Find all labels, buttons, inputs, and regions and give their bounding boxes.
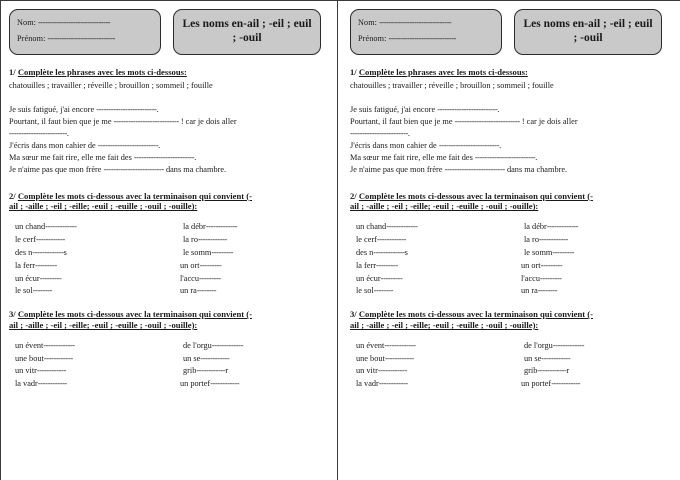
word-stem: un évent xyxy=(15,340,44,350)
word-item[interactable] xyxy=(175,285,237,298)
exercise-2 xyxy=(350,191,674,299)
nom-blank: ------------------------------- xyxy=(38,18,111,27)
word-item[interactable] xyxy=(356,234,506,247)
word-tail: s xyxy=(63,247,67,257)
exercise-1 xyxy=(9,67,334,176)
word-blank: ------------- xyxy=(211,340,244,350)
sentence-item[interactable] xyxy=(350,116,674,128)
nom-field[interactable] xyxy=(358,15,494,31)
word-blank: ------------- xyxy=(32,247,64,257)
word-tail: s xyxy=(404,247,408,257)
sentence-item[interactable] xyxy=(9,116,334,128)
word-blank: ------------- xyxy=(43,340,75,350)
word-stem: la ro xyxy=(524,234,539,244)
word-stem: un ra xyxy=(521,286,538,296)
word-blank: ------------ xyxy=(35,234,65,244)
word-item[interactable] xyxy=(516,221,578,234)
exercise-3-column-1 xyxy=(350,340,506,391)
worksheet-title: Les noms en-ail ; -eil ; euil ; -ouil xyxy=(514,9,662,55)
word-blank: -------- xyxy=(537,286,558,296)
exercise-1-number: 1/ xyxy=(350,67,357,77)
word-item[interactable] xyxy=(516,234,578,247)
word-blank: ------------- xyxy=(384,340,416,350)
word-blank: --------- xyxy=(380,273,403,283)
word-stem: le sol xyxy=(356,286,374,296)
word-blank: ------------ xyxy=(210,379,240,389)
word-blank: -------- xyxy=(32,286,53,296)
exercise-2-columns xyxy=(9,221,334,298)
exercise-1-instruction: Complète les phrases avec les mots ci-dessous: xyxy=(358,67,528,77)
sentence-text-after: ! car je dois aller xyxy=(519,116,578,126)
word-blank: ------------ xyxy=(200,353,230,363)
word-stem: la vadr xyxy=(15,379,38,389)
word-item[interactable] xyxy=(15,378,165,391)
word-item[interactable] xyxy=(15,260,165,273)
sentence-text-before: Pourtant, il faut bien que je me xyxy=(9,116,114,126)
sentence-text-before: J'écris dans mon cahier de xyxy=(9,140,98,150)
sentence-text-before: Ma sœur me fait rire, elle me fait des xyxy=(9,152,134,162)
nom-blank: ------------------------------- xyxy=(379,18,452,27)
word-item[interactable] xyxy=(516,273,578,286)
exercise-1-heading xyxy=(350,67,674,78)
nom-field[interactable] xyxy=(17,15,153,31)
identity-box[interactable] xyxy=(9,9,161,55)
word-blank: --------- xyxy=(540,273,562,283)
word-item[interactable] xyxy=(15,340,165,353)
sentence-text-after: . xyxy=(194,152,197,162)
word-item[interactable] xyxy=(175,260,237,273)
exercise-1-heading xyxy=(9,67,334,78)
sentence-item[interactable] xyxy=(350,128,674,140)
prenom-field[interactable] xyxy=(358,31,494,47)
word-item[interactable] xyxy=(356,353,506,366)
exercise-2-column-2 xyxy=(165,221,237,298)
word-blank: --------- xyxy=(199,260,222,270)
exercise-2-instruction-line2: ail ; -aille ; -eil ; -eille; -euil ; -euille ; -ouil ; -ouille): xyxy=(350,201,539,212)
word-stem: un portef xyxy=(521,379,552,389)
word-item[interactable] xyxy=(175,340,243,353)
word-stem: un vitr xyxy=(356,366,378,376)
sentence-blank: ------------------------- xyxy=(96,104,157,114)
exercise-1-instruction: Complète les phrases avec les mots ci-dessous: xyxy=(17,67,187,77)
exercise-2-number: 2/ xyxy=(350,190,357,201)
sentence-text-after: dans ma chambre. xyxy=(163,164,227,174)
word-item[interactable] xyxy=(356,273,506,286)
word-stem: un portef xyxy=(180,379,211,389)
identity-box[interactable] xyxy=(350,9,502,55)
word-blank: ------------- xyxy=(552,340,585,350)
word-stem: un chand xyxy=(356,222,387,232)
word-item[interactable] xyxy=(175,353,243,366)
word-blank: ------------ xyxy=(384,353,414,363)
prenom-blank: ----------------------------- xyxy=(47,34,115,44)
sentence-text-before: Ma sœur me fait rire, elle me fait des xyxy=(350,152,475,162)
exercise-1-wordbank: chatouilles ; travailler ; réveille ; brouillon ; sommeil ; fouille xyxy=(350,80,554,90)
sentence-text-before: Je n'aime pas que mon frère xyxy=(9,164,104,174)
spacer xyxy=(9,178,334,191)
sentence-text-after: . xyxy=(66,128,69,138)
word-item[interactable] xyxy=(516,365,584,378)
exercise-3-number: 3/ xyxy=(350,309,357,320)
word-blank: ------------ xyxy=(197,234,227,244)
header-row xyxy=(350,9,674,55)
word-stem: des n xyxy=(15,247,33,257)
exercise-2-column-2 xyxy=(506,221,578,298)
word-item[interactable] xyxy=(175,273,237,286)
prenom-label: Prénom: xyxy=(17,34,46,44)
sentence-text-before: J'écris dans mon cahier de xyxy=(350,140,439,150)
spacer xyxy=(9,300,334,309)
word-stem: une bout xyxy=(15,353,44,363)
sentence-blank: ------------------------- xyxy=(438,140,500,150)
sentence-text-after: . xyxy=(497,104,500,114)
word-item[interactable] xyxy=(516,260,578,273)
header-row xyxy=(9,9,334,55)
sentence-blank: ------------------------- xyxy=(103,164,164,174)
exercise-3-columns xyxy=(9,340,334,391)
sentence-item[interactable] xyxy=(9,164,334,176)
word-blank: --------- xyxy=(199,273,221,283)
spacer xyxy=(350,300,674,309)
sentence-item[interactable] xyxy=(9,128,334,140)
prenom-label: Prénom: xyxy=(358,34,387,44)
word-item[interactable] xyxy=(516,353,584,366)
word-stem: le somm xyxy=(524,247,553,257)
word-blank: ------------ xyxy=(376,234,406,244)
word-stem: grib xyxy=(183,366,197,376)
word-blank: ------------- xyxy=(45,222,77,232)
word-blank: ------------- xyxy=(386,222,418,232)
exercise-1-sentences xyxy=(350,104,674,176)
exercise-3 xyxy=(9,309,334,391)
word-blank: --------- xyxy=(35,260,57,270)
word-item[interactable] xyxy=(175,234,237,247)
word-blank: ------------ xyxy=(43,353,73,363)
word-blank: ------------ xyxy=(551,379,581,389)
word-stem: un se xyxy=(183,353,201,363)
sentence-item[interactable] xyxy=(350,140,674,152)
sentence-text-after: . xyxy=(499,140,502,150)
exercise-3-heading xyxy=(350,309,674,330)
word-stem: un ra xyxy=(180,286,197,296)
exercise-2-number: 2/ xyxy=(9,190,16,201)
word-item[interactable] xyxy=(356,378,506,391)
word-stem: la débr xyxy=(183,222,206,232)
word-blank: ------------- xyxy=(373,247,405,257)
sentence-text-before: Je suis fatigué, j'ai encore xyxy=(9,104,97,114)
sentence-blank: ------------------------ xyxy=(350,128,408,138)
sentence-blank: ------------------------- xyxy=(474,152,536,162)
exercise-3-instruction-line2: ail ; -aille ; -eil ; -eille; -euil ; -euille ; -ouil ; -ouille): xyxy=(9,319,198,330)
word-stem: la débr xyxy=(524,222,547,232)
exercise-3-instruction-line1: Complète les mots ci-dessous avec la terminaison qui convient (- xyxy=(358,309,594,320)
sentence-blank: ------------------------- xyxy=(97,140,159,150)
word-item[interactable] xyxy=(356,260,506,273)
word-blank: -------- xyxy=(373,286,394,296)
word-stem: un évent xyxy=(356,340,385,350)
word-item[interactable] xyxy=(516,378,584,391)
word-blank: ------------ xyxy=(377,366,407,376)
sentence-text-before: Je suis fatigué, j'ai encore xyxy=(350,104,438,114)
sentence-text-before: Pourtant, il faut bien que je me xyxy=(350,116,455,126)
word-blank: ------------ xyxy=(196,366,226,376)
sentence-text-after: ! car je dois aller xyxy=(178,116,237,126)
exercise-3-instruction-line1: Complète les mots ci-dessous avec la terminaison qui convient (- xyxy=(17,309,253,320)
exercise-2-heading xyxy=(350,191,674,212)
sentence-item[interactable] xyxy=(9,140,334,152)
word-item[interactable] xyxy=(15,234,165,247)
word-item[interactable] xyxy=(356,365,506,378)
exercise-3-heading xyxy=(9,309,334,330)
sentence-blank: --------------------------- xyxy=(454,116,520,126)
word-blank: --------- xyxy=(39,273,62,283)
word-blank: --------- xyxy=(211,247,234,257)
spacer xyxy=(350,178,674,191)
word-stem: la ferr xyxy=(15,260,36,270)
exercise-2-column-1 xyxy=(9,221,165,298)
word-stem: un écur xyxy=(356,273,381,283)
word-item[interactable] xyxy=(175,221,237,234)
nom-label: Nom: xyxy=(17,18,37,27)
word-blank: --------- xyxy=(540,260,563,270)
sentence-text-after: . xyxy=(158,140,161,150)
exercise-2-columns xyxy=(350,221,674,298)
word-blank: --------- xyxy=(552,247,575,257)
sentence-blank: --------------------------- xyxy=(113,116,179,126)
word-item[interactable] xyxy=(15,353,165,366)
exercise-2-column-1 xyxy=(350,221,506,298)
word-blank: ------------ xyxy=(541,353,571,363)
word-stem: un vitr xyxy=(15,366,37,376)
exercise-2-instruction-line1: Complète les mots ci-dessous avec la terminaison qui convient (- xyxy=(17,190,253,201)
prenom-field[interactable] xyxy=(17,31,153,47)
exercise-1 xyxy=(350,67,674,176)
word-blank: -------- xyxy=(196,286,217,296)
sentence-blank: ------------------------- xyxy=(437,104,498,114)
exercise-3-column-2 xyxy=(165,340,243,391)
exercise-3 xyxy=(350,309,674,391)
word-stem: un ort xyxy=(180,260,200,270)
word-item[interactable] xyxy=(516,285,578,298)
word-item[interactable] xyxy=(356,221,506,234)
word-stem: l'accu xyxy=(180,273,199,283)
exercise-3-column-2 xyxy=(506,340,584,391)
word-item[interactable] xyxy=(15,247,165,260)
word-stem: l'accu xyxy=(521,273,540,283)
sentence-item[interactable] xyxy=(350,104,674,116)
word-stem: des n xyxy=(356,247,374,257)
word-blank: ------------- xyxy=(205,222,238,232)
sentence-blank: ------------------------ xyxy=(9,128,67,138)
word-item[interactable] xyxy=(516,247,578,260)
sentence-item[interactable] xyxy=(9,152,334,164)
sentence-item[interactable] xyxy=(350,152,674,164)
word-item[interactable] xyxy=(15,273,165,286)
word-blank: ------------- xyxy=(546,222,579,232)
exercise-3-number: 3/ xyxy=(9,309,16,320)
word-item[interactable] xyxy=(356,340,506,353)
sentence-text-before: Je n'aime pas que mon frère xyxy=(350,164,445,174)
sentence-text-after: dans ma chambre. xyxy=(504,164,568,174)
word-item[interactable] xyxy=(175,378,243,391)
exercise-2-instruction-line1: Complète les mots ci-dessous avec la terminaison qui convient (- xyxy=(358,190,594,201)
sentence-blank: ------------------------- xyxy=(444,164,505,174)
word-stem: un chand xyxy=(15,222,46,232)
word-item[interactable] xyxy=(175,365,243,378)
sentence-item[interactable] xyxy=(350,164,674,176)
word-item[interactable] xyxy=(15,365,165,378)
word-tail: r xyxy=(225,366,229,376)
word-item[interactable] xyxy=(15,221,165,234)
worksheet-copy-right xyxy=(340,0,680,480)
word-blank: ------------ xyxy=(537,366,567,376)
exercise-2-heading xyxy=(9,191,334,212)
word-blank: ------------ xyxy=(36,366,66,376)
word-stem: la ferr xyxy=(356,260,377,270)
word-stem: un se xyxy=(524,353,542,363)
worksheet-title: Les noms en-ail ; -eil ; euil ; -ouil xyxy=(173,9,321,55)
word-stem: une bout xyxy=(356,353,385,363)
sentence-item[interactable] xyxy=(9,104,334,116)
exercise-1-wordbank: chatouilles ; travailler ; réveille ; brouillon ; sommeil ; fouille xyxy=(9,80,213,90)
word-item[interactable] xyxy=(516,340,584,353)
word-stem: un écur xyxy=(15,273,40,283)
exercise-2-instruction-line2: ail ; -aille ; -eil ; -eille; -euil ; -euille ; -ouil ; -ouille): xyxy=(9,201,198,212)
word-stem: le somm xyxy=(183,247,212,257)
word-item[interactable] xyxy=(175,247,237,260)
nom-label: Nom: xyxy=(358,18,378,27)
exercise-1-number: 1/ xyxy=(9,67,16,77)
prenom-blank: ----------------------------- xyxy=(388,34,456,44)
word-blank: ------------ xyxy=(378,379,408,389)
sentence-text-after: . xyxy=(156,104,159,114)
sentence-blank: ------------------------- xyxy=(133,152,195,162)
word-tail: r xyxy=(566,366,570,376)
word-stem: le cerf xyxy=(15,234,36,244)
exercise-3-column-1 xyxy=(9,340,165,391)
word-item[interactable] xyxy=(15,285,165,298)
word-item[interactable] xyxy=(356,285,506,298)
exercise-3-instruction-line2: ail ; -aille ; -eil ; -eille; -euil ; -euille ; -ouil ; -ouille): xyxy=(350,319,539,330)
word-item[interactable] xyxy=(356,247,506,260)
word-blank: ------------ xyxy=(538,234,568,244)
word-stem: la vadr xyxy=(356,379,379,389)
exercise-1-sentences xyxy=(9,104,334,176)
word-blank: ------------ xyxy=(37,379,67,389)
exercise-3-columns xyxy=(350,340,674,391)
word-stem: de l'orgu xyxy=(524,340,553,350)
exercise-2 xyxy=(9,191,334,299)
word-stem: la ro xyxy=(183,234,198,244)
word-blank: --------- xyxy=(376,260,398,270)
sentence-text-after: . xyxy=(407,128,410,138)
word-stem: grib xyxy=(524,366,538,376)
sentence-text-after: . xyxy=(535,152,538,162)
word-stem: un ort xyxy=(521,260,541,270)
word-stem: de l'orgu xyxy=(183,340,212,350)
word-stem: le sol xyxy=(15,286,33,296)
word-stem: le cerf xyxy=(356,234,377,244)
